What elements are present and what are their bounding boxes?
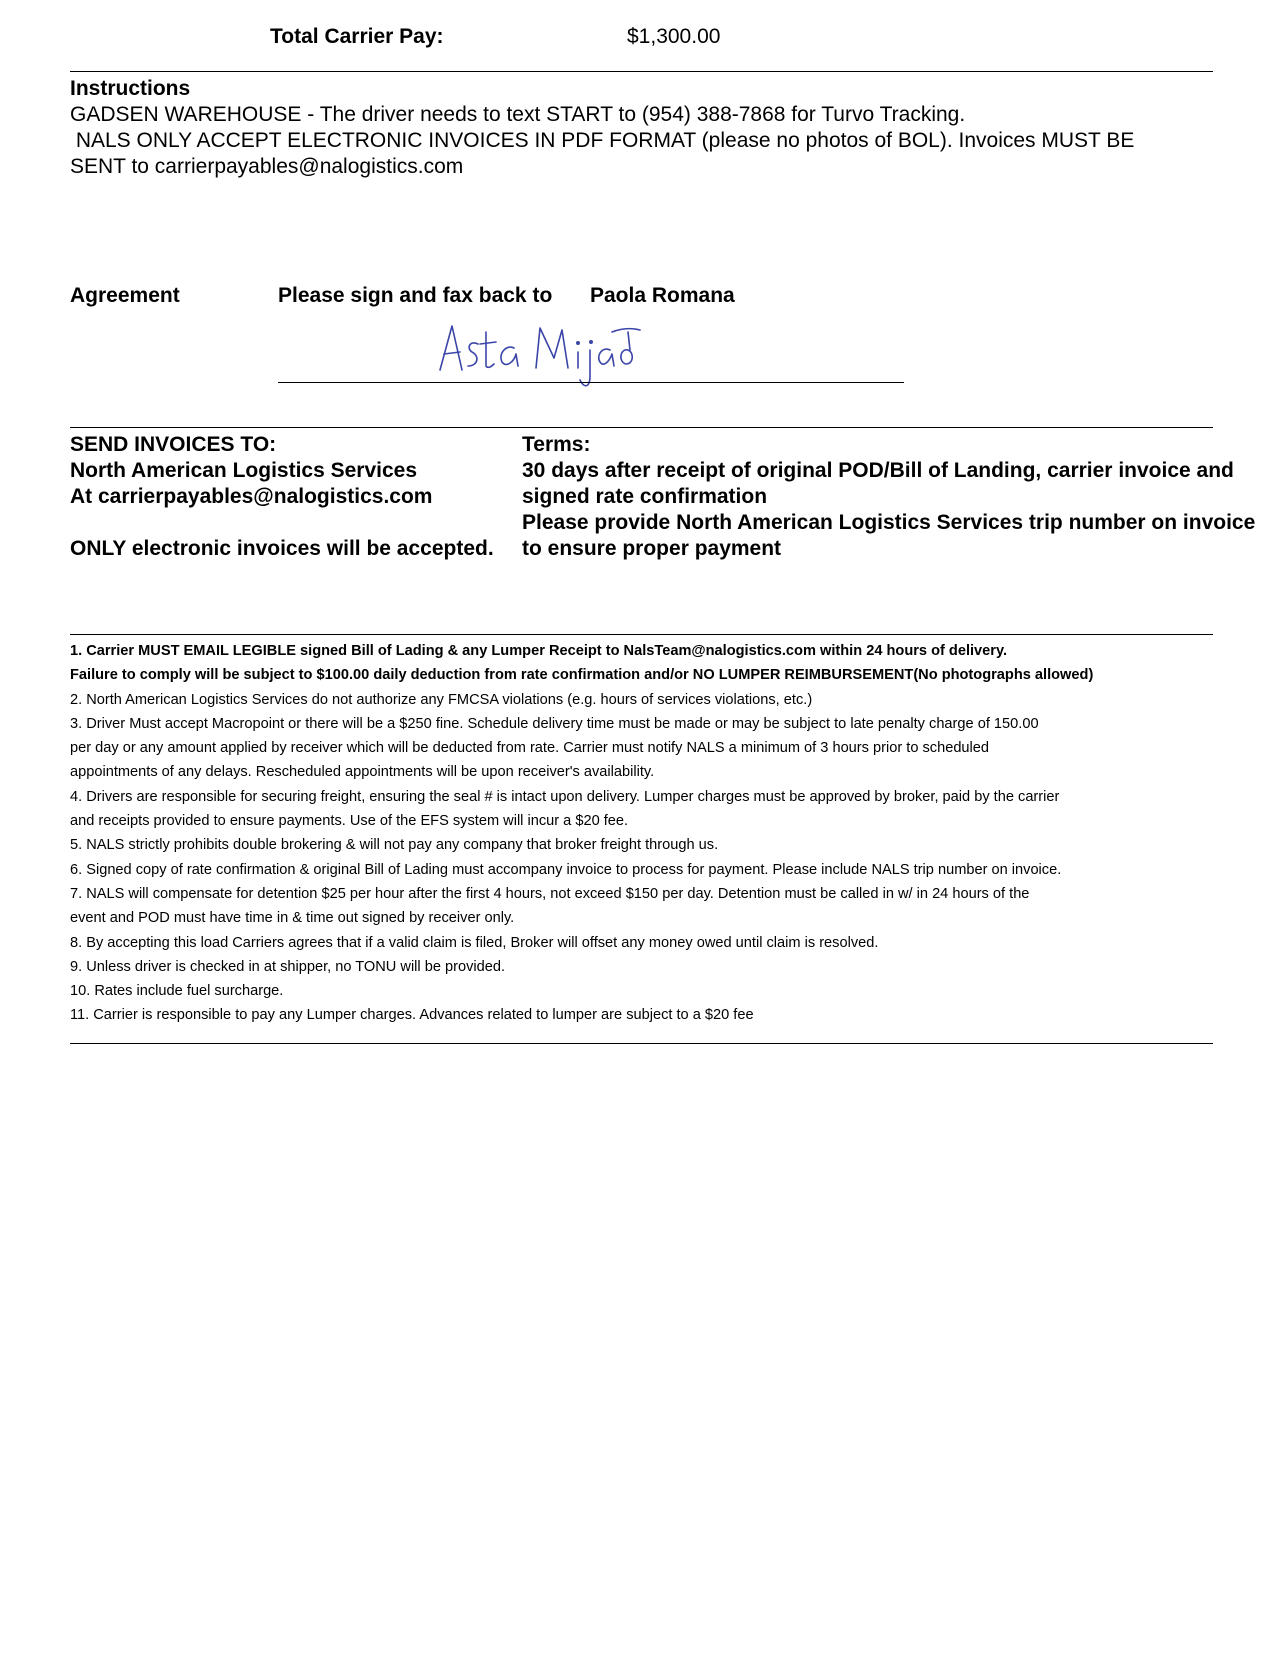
divider xyxy=(70,1043,1213,1044)
terms-heading: Terms: xyxy=(522,433,591,456)
condition-line: 8. By accepting this load Carriers agrees that if a valid claim is filed, Broker will offset any money owed until claim is resolved. xyxy=(70,934,879,951)
agreement-label: Agreement xyxy=(70,284,180,307)
send-invoices-heading: SEND INVOICES TO: xyxy=(70,433,277,456)
invoice-email: At carrierpayables@nalogistics.com xyxy=(70,485,433,508)
divider xyxy=(70,427,1213,428)
instructions-line-3: SENT to carrierpayables@nalogistics.com xyxy=(70,155,464,178)
condition-line: 9. Unless driver is checked in at shipper, no TONU will be provided. xyxy=(70,958,506,975)
terms-line-1: 30 days after receipt of original POD/Bill of Landing, carrier invoice and xyxy=(522,459,1234,482)
terms-line-4: to ensure proper payment xyxy=(522,537,782,560)
instructions-line-2: NALS ONLY ACCEPT ELECTRONIC INVOICES IN PDF FORMAT (please no photos of BOL). Invoices MUST BE xyxy=(70,129,1135,152)
condition-line: per day or any amount applied by receiver which will be deducted from rate. Carrier must notify NALS a minimum of 3 hours prior to scheduled xyxy=(70,740,990,757)
condition-line: 1. Carrier MUST EMAIL LEGIBLE signed Bill of Lading & any Lumper Receipt to NalsTeam@nalogistics.com within 24 hours of delivery. xyxy=(70,643,1008,659)
total-carrier-pay-amount: $1,300.00 xyxy=(627,25,721,48)
instructions-line-1: GADSEN WAREHOUSE - The driver needs to text START to (954) 388-7868 for Turvo Tracking. xyxy=(70,103,966,126)
condition-line: Failure to comply will be subject to $100.00 daily deduction from rate confirmation and/or NO LUMPER REIMBURSEMENT(No photographs allowed) xyxy=(70,667,1094,684)
condition-line: 11. Carrier is responsible to pay any Lumper charges. Advances related to lumper are subject to a $20 fee xyxy=(70,1007,754,1024)
condition-line: 3. Driver Must accept Macropoint or there will be a $250 fine. Schedule delivery time must be made or may be subject to late penalty charge of 150.00 xyxy=(70,715,1039,732)
signature xyxy=(432,318,642,398)
condition-line: 5. NALS strictly prohibits double brokering & will not pay any company that broker freight through us. xyxy=(70,837,719,854)
condition-line: event and POD must have time in & time out signed by receiver only. xyxy=(70,910,515,927)
terms-line-3: Please provide North American Logistics Services trip number on invoice xyxy=(522,511,1256,534)
condition-line: 6. Signed copy of rate confirmation & original Bill of Lading must accompany invoice to process for payment. Please include NALS trip number on invoice. xyxy=(70,861,1062,878)
instructions-heading: Instructions xyxy=(70,77,191,100)
signature-line xyxy=(278,382,904,383)
condition-line: 7. NALS will compensate for detention $25 per hour after the first 4 hours, not exceed $150 per day. Detention must be called in w/ in 24 hours of the xyxy=(70,885,1030,902)
divider xyxy=(70,634,1213,635)
total-carrier-pay-label: Total Carrier Pay: xyxy=(270,25,444,48)
condition-line: appointments of any delays. Rescheduled appointments will be upon receiver's availability. xyxy=(70,764,655,781)
condition-line: and receipts provided to ensure payments. Use of the EFS system will incur a $20 fee. xyxy=(70,813,629,830)
condition-line: 10. Rates include fuel surcharge. xyxy=(70,983,284,1000)
terms-line-2: signed rate confirmation xyxy=(522,485,768,508)
sign-instruction: Please sign and fax back to xyxy=(278,284,553,307)
divider xyxy=(70,71,1213,72)
contact-name: Paola Romana xyxy=(590,284,735,307)
invoice-company: North American Logistics Services xyxy=(70,459,418,482)
invoice-note: ONLY electronic invoices will be accepted. xyxy=(70,537,494,560)
conditions-list xyxy=(70,639,1220,1028)
condition-line: 4. Drivers are responsible for securing freight, ensuring the seal # is intact upon delivery. Lumper charges must be approved by broker, paid by the carrier xyxy=(70,788,1060,805)
condition-line: 2. North American Logistics Services do not authorize any FMCSA violations (e.g. hours of services violations, etc.) xyxy=(70,691,813,708)
